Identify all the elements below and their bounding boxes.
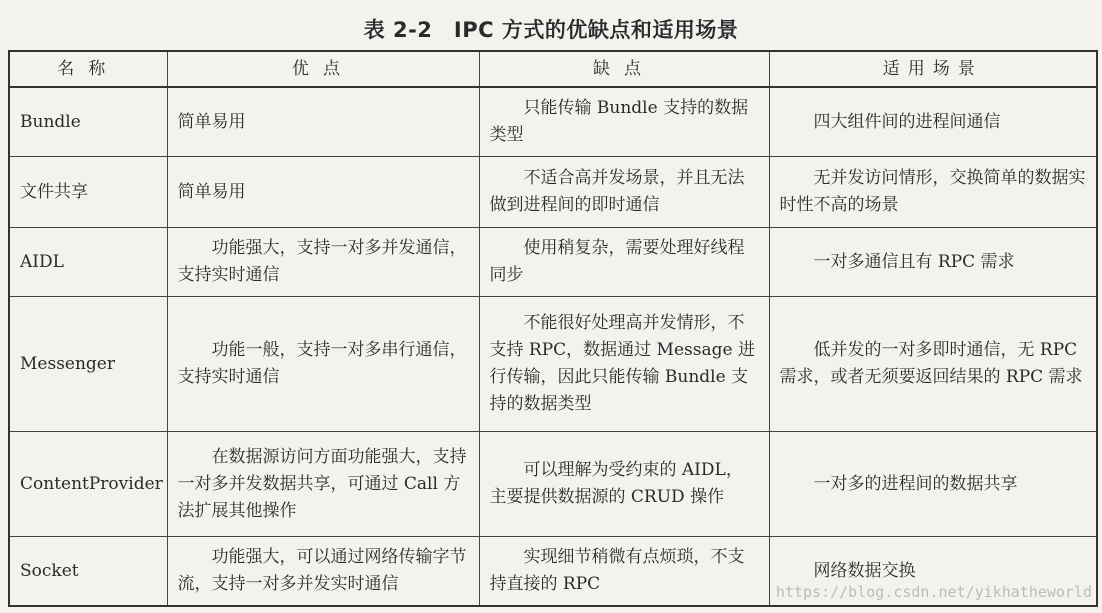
table-row <box>9 432 1097 537</box>
table-row <box>9 228 1097 297</box>
header-use: 适用场景 <box>769 51 1097 87</box>
cell-name: ContentProvider <box>9 432 167 537</box>
cell-pros: 功能强大，支持一对多并发通信，支持实时通信 <box>167 228 479 297</box>
header-cons: 缺点 <box>479 51 769 87</box>
cell-name: Socket <box>9 537 167 607</box>
cell-name: Bundle <box>9 87 167 157</box>
cell-pros: 功能一般，支持一对多串行通信，支持实时通信 <box>167 297 479 432</box>
watermark-url: https://blog.csdn.net/yikhatheworld <box>775 583 1092 601</box>
cell-pros: 在数据源访问方面功能强大，支持一对多并发数据共享，可通过 Call 方法扩展其他操作 <box>167 432 479 537</box>
table-row <box>9 157 1097 228</box>
cell-use: 网络数据交换 <box>769 537 1097 607</box>
table-header-row <box>9 51 1097 87</box>
cell-cons: 只能传输 Bundle 支持的数据类型 <box>479 87 769 157</box>
cell-pros: 简单易用 <box>167 87 479 157</box>
table-caption: 表 2-2 IPC 方式的优缺点和适用场景 <box>363 18 739 42</box>
cell-pros: 简单易用 <box>167 157 479 228</box>
cell-pros: 功能强大，可以通过网络传输字节流，支持一对多并发实时通信 <box>167 537 479 607</box>
cell-cons: 不能很好处理高并发情形，不支持 RPC，数据通过 Message 进行传输，因此只能传输 Bundle 支持的数据类型 <box>479 297 769 432</box>
cell-name: Messenger <box>9 297 167 432</box>
table-row <box>9 297 1097 432</box>
cell-cons: 不适合高并发场景，并且无法做到进程间的即时通信 <box>479 157 769 228</box>
cell-name: AIDL <box>9 228 167 297</box>
cell-use: 一对多通信且有 RPC 需求 <box>769 228 1097 297</box>
cell-cons: 可以理解为受约束的 AIDL，主要提供数据源的 CRUD 操作 <box>479 432 769 537</box>
cell-cons: 实现细节稍微有点烦琐，不支持直接的 RPC <box>479 537 769 607</box>
cell-use: 无并发访问情形，交换简单的数据实时性不高的场景 <box>769 157 1097 228</box>
ipc-comparison-table <box>8 50 1098 607</box>
cell-cons: 使用稍复杂，需要处理好线程同步 <box>479 228 769 297</box>
cell-name: 文件共享 <box>9 157 167 228</box>
header-pros: 优点 <box>167 51 479 87</box>
cell-use: 四大组件间的进程间通信 <box>769 87 1097 157</box>
header-name: 名称 <box>9 51 167 87</box>
cell-use: 一对多的进程间的数据共享 <box>769 432 1097 537</box>
table-row <box>9 87 1097 157</box>
cell-use: 低并发的一对多即时通信，无 RPC 需求，或者无须要返回结果的 RPC 需求 <box>769 297 1097 432</box>
